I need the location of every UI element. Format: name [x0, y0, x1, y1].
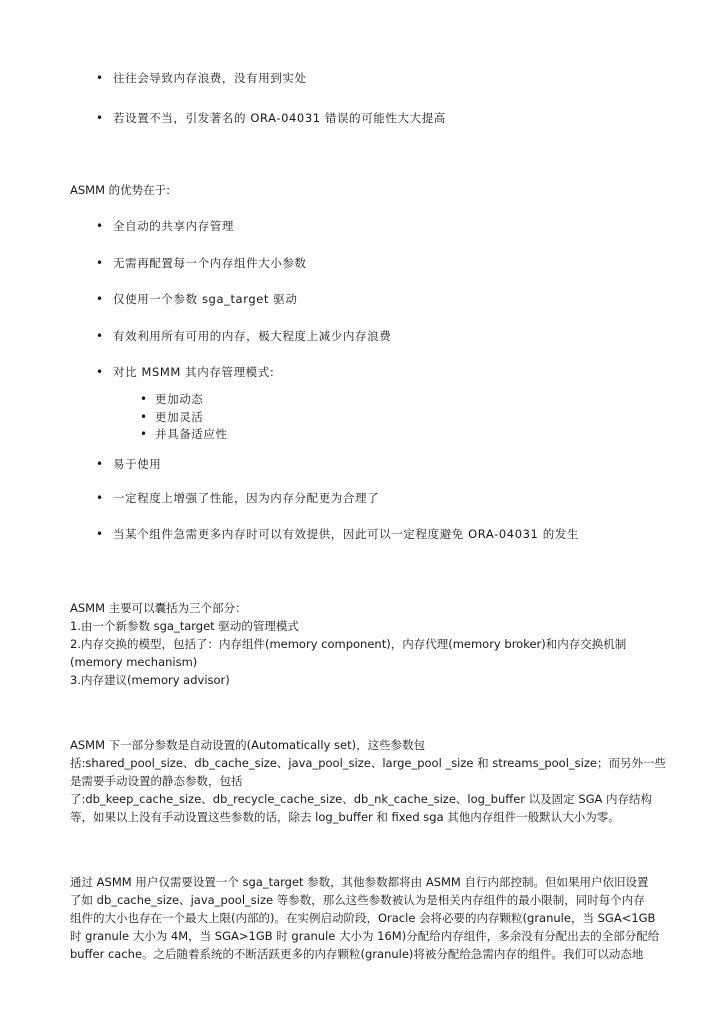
bullet: • — [140, 392, 148, 406]
list-item-text: 当某个组件急需更多内存时可以有效提供，因此可以一定程度避免 ORA-04031 的发生 — [113, 527, 580, 541]
list-item-text: 更加灵活 — [155, 410, 204, 424]
section-heading: ASMM 的优势在于: — [70, 183, 171, 197]
paragraph-asmm-params — [70, 736, 670, 826]
paragraph-sga-target — [70, 873, 670, 963]
paragraph-line: buffer cache。之后随着系统的不断活跃更多的内存颗粒(granule)将被分配给急需内存的组件。我们可以动态地 — [70, 947, 644, 961]
list-item-text: 若设置不当，引发著名的 ORA-04031 错误的可能性大大提高 — [113, 111, 446, 125]
list-item-text: 无需再配置每一个内存组件大小参数 — [113, 256, 307, 270]
bullet: • — [96, 71, 104, 85]
paragraph-line: 1.由一个新参数 sga_target 驱动的管理模式 — [70, 619, 299, 633]
list-item-text: 往往会导致内存浪费，没有用到实处 — [113, 71, 307, 85]
bullet: • — [96, 219, 104, 233]
bullet: • — [96, 365, 104, 379]
bullet: • — [96, 329, 104, 343]
list-item-text: 一定程度上增强了性能，因为内存分配更为合理了 — [113, 491, 380, 505]
bullet: • — [96, 111, 104, 125]
paragraph-line: 了如 db_cache_size、java_pool_size 等参数，那么这些参数被认为是相关内存组件的最小限制，同时每个内存 — [70, 893, 645, 907]
bullet: • — [140, 427, 148, 441]
paragraph-line: ASMM 主要可以囊括为三个部分： — [70, 601, 247, 615]
list-item-text: 对比 MSMM 其内存管理模式: — [113, 365, 275, 379]
bullet: • — [96, 491, 104, 505]
paragraph-line: 是需要手动设置的静态参数，包括 — [70, 774, 243, 788]
paragraph-line: (memory mechanism) — [70, 655, 198, 669]
paragraph-line: 括:shared_pool_size、db_cache_size、java_pool_size、large_pool _size 和 streams_pool_size；而另外一些 — [70, 756, 666, 770]
bullet: • — [96, 527, 104, 541]
list-item-text: 仅使用一个参数 sga_target 驱动 — [113, 292, 298, 306]
paragraph-line: 了:db_keep_cache_size、db_recycle_cache_size、db_nk_cache_size、log_buffer 以及固定 SGA 内存结构 — [70, 792, 653, 806]
list-item-text: 有效利用所有可用的内存，极大程度上减少内存浪费 — [113, 329, 392, 343]
paragraph-line: 组件的大小也存在一个最大上限(内部的)。在实例启动阶段，Oracle 会将必要的内存颗粒(granule，当 SGA<1GB — [70, 911, 656, 925]
list-item-text: 易于使用 — [113, 457, 162, 471]
paragraph-asmm-parts — [70, 599, 670, 689]
bullet: • — [96, 256, 104, 270]
bullet: • — [96, 457, 104, 471]
bullet: • — [140, 410, 148, 424]
list-item-text: 更加动态 — [155, 392, 204, 406]
paragraph-line: 等，如果以上没有手动设置这些参数的话，除去 log_buffer 和 fixed sga 其他内存组件一般默认大小为零。 — [70, 810, 620, 824]
paragraph-line: ASMM 下一部分参数是自动设置的(Automatically set)，这些参数包 — [70, 738, 426, 752]
paragraph-line: 时 granule 大小为 4M，当 SGA>1GB 时 granule 大小为 16M)分配给内存组件，多余没有分配出去的全部分配给 — [70, 929, 660, 943]
paragraph-line: 3.内存建议(memory advisor) — [70, 673, 230, 687]
list-item-text: 并具备适应性 — [155, 427, 228, 441]
paragraph-line: 通过 ASMM 用户仅需要设置一个 sga_target 参数，其他参数都将由 ASMM 自行内部控制。但如果用户依旧设置 — [70, 875, 649, 889]
paragraph-line: 2.内存交换的模型，包括了：内存组件(memory component)，内存代理(memory broker)和内存交换机制 — [70, 637, 627, 651]
bullet: • — [96, 292, 104, 306]
list-item-text: 全自动的共享内存管理 — [113, 219, 234, 233]
